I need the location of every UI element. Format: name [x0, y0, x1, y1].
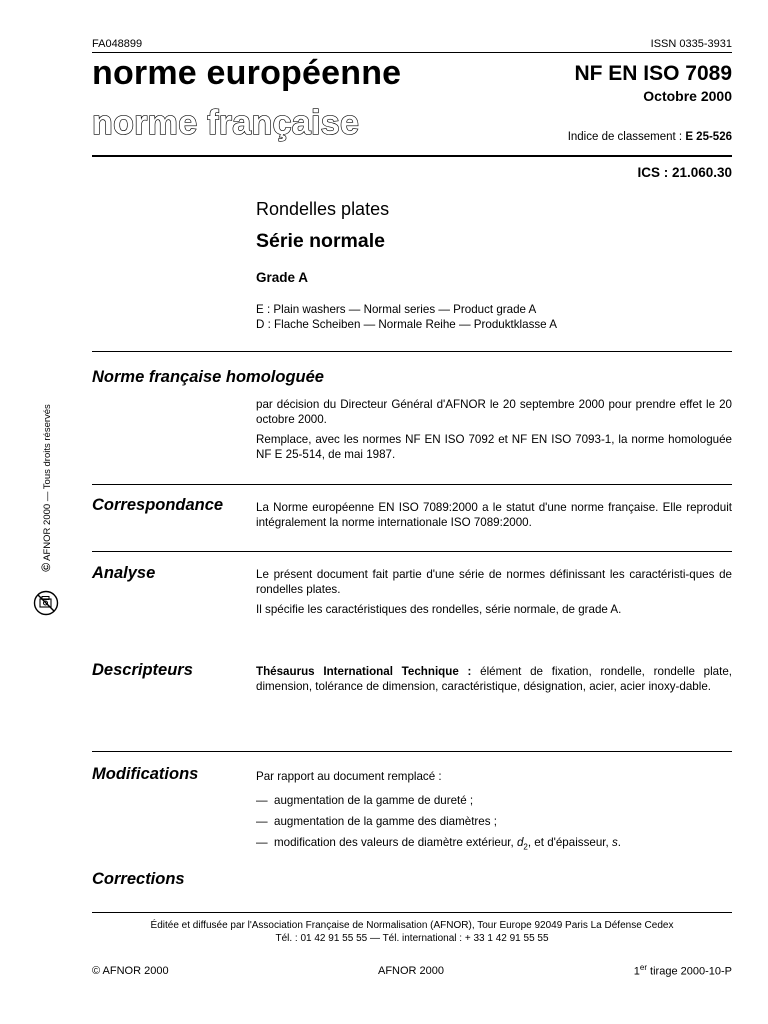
section-title-analyse: Analyse	[92, 564, 156, 582]
subject-translations	[256, 302, 557, 332]
list-item: — augmentation de la gamme des diamètres ;	[256, 815, 497, 828]
homologuee-paragraph: Remplace, avec les normes NF EN ISO 7092 et NF EN ISO 7093-1, la norme homologuée NF E 25-514, de mai 1987.	[256, 433, 732, 461]
issn: ISSN 0335-3931	[650, 38, 732, 50]
list-item: — augmentation de la gamme de dureté ;	[256, 794, 474, 807]
section-title-homologuee: Norme française homologuée	[92, 368, 324, 386]
translation-german: D : Flache Scheiben — Normale Reihe — Produktklasse A	[256, 318, 557, 331]
ics-code: ICS : 21.060.30	[637, 165, 732, 180]
section-body-modifications	[256, 769, 732, 860]
title-norme-francaise: norme française	[92, 104, 360, 142]
classification-index: Indice de classement : E 25-526	[567, 131, 732, 143]
thesaurus-label: Thésaurus International Technique :	[256, 665, 472, 678]
section-body-correspondance	[256, 500, 732, 535]
translation-english: E : Plain washers — Normal series — Product grade A	[256, 303, 537, 316]
print-run: 1er tirage 2000-10-P	[633, 963, 732, 978]
publisher-address: Éditée et diffusée par l'Association Française de Normalisation (AFNOR), Tour Europe 92049 Paris La Défense Cedex	[150, 920, 674, 931]
section-rule	[92, 351, 732, 352]
standard-number: NF EN ISO 7089	[574, 62, 732, 85]
footer-center: AFNOR 2000	[378, 965, 445, 977]
descripteurs-text: élément de fixation, rondelle, rondelle plate, dimension, tolérance de dimension, caractéristique, désignation, acier, acier inoxy-dable.	[256, 665, 732, 693]
section-title-descripteurs: Descripteurs	[92, 661, 193, 679]
sidebar-copyright: © AFNOR 2000 — Tous droits réservés	[39, 404, 53, 572]
section-title-corrections: Corrections	[92, 870, 185, 888]
publisher-info	[92, 919, 732, 945]
section-title-correspondance: Correspondance	[92, 496, 224, 514]
modifications-intro: Par rapport au document remplacé :	[256, 770, 442, 783]
publisher-phone: Tél. : 01 42 91 55 55 — Tél. international : + 33 1 42 91 55 55	[275, 933, 549, 944]
subject-grade: Grade A	[256, 270, 309, 285]
header-rule	[92, 52, 732, 53]
section-body-homologuee	[256, 397, 732, 467]
section-body-descripteurs	[256, 664, 732, 699]
homologuee-paragraph: par décision du Directeur Général d'AFNOR le 20 septembre 2000 pour prendre effet le 20 octobre 2000.	[256, 398, 732, 426]
list-item: — modification des valeurs de diamètre extérieur, $d_2$, et d'épaisseur, s.	[256, 836, 621, 852]
footer-rule	[92, 912, 732, 913]
section-rule	[92, 751, 732, 752]
correspondance-paragraph: La Norme européenne EN ISO 7089:2000 a le statut d'une norme française. Elle reproduit intégralement la norme internationale ISO 7089:2000.	[256, 501, 732, 529]
footer-copyright: © AFNOR 2000	[92, 965, 169, 977]
subject-title: Rondelles plates	[256, 199, 390, 219]
title-norme-europeenne: norme européenne	[92, 54, 402, 92]
section-rule	[92, 484, 732, 485]
subject-subtitle: Série normale	[256, 230, 385, 252]
no-photocopy-icon	[33, 590, 59, 616]
descripteurs-paragraph	[256, 664, 732, 694]
analyse-paragraph: Le présent document fait partie d'une série de normes définissant les caractéristi-ques de rondelles plates.	[256, 568, 732, 596]
publication-date: Octobre 2000	[643, 88, 732, 104]
section-rule	[92, 551, 732, 552]
section-body-analyse	[256, 567, 732, 622]
reference-code: FA048899	[92, 38, 143, 50]
title-rule	[92, 155, 732, 157]
section-title-modifications: Modifications	[92, 765, 199, 783]
analyse-paragraph: Il spécifie les caractéristiques des rondelles, série normale, de grade A.	[256, 603, 622, 616]
